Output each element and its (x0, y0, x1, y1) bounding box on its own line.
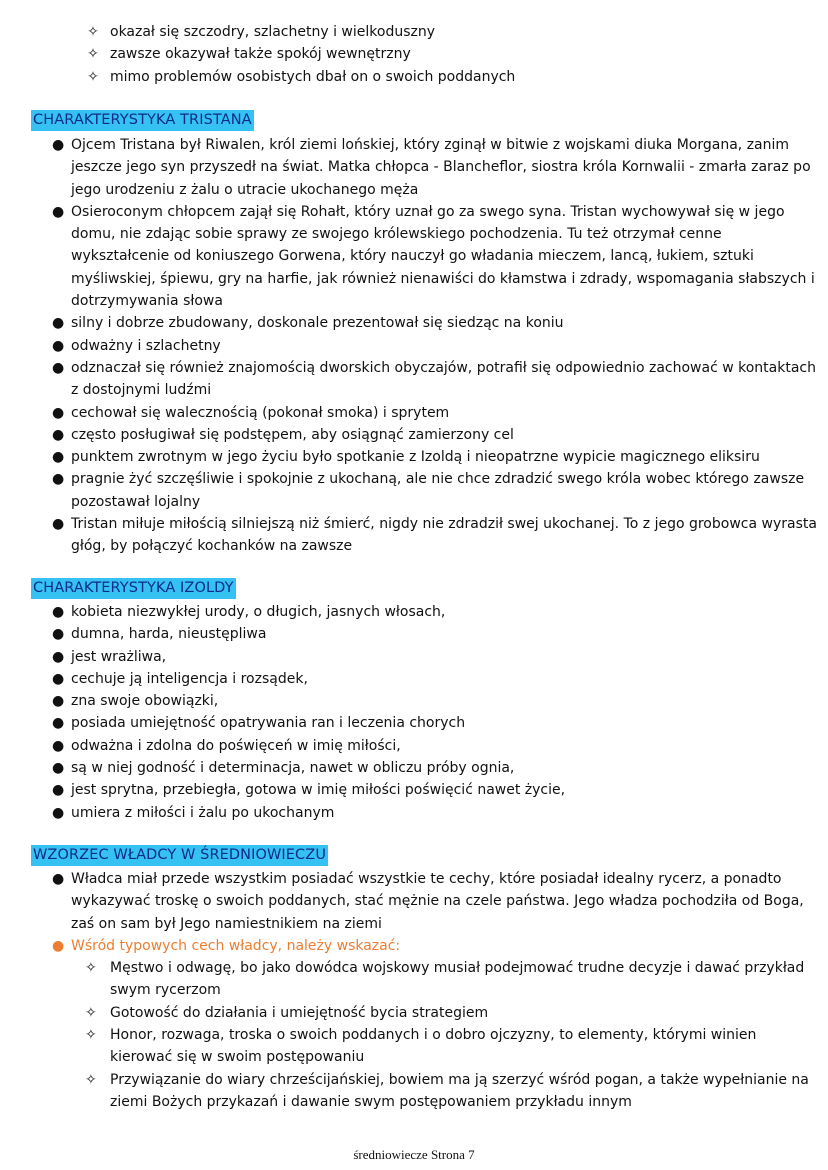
bullet-icon: ● (52, 426, 65, 443)
bullet-icon: ● (52, 737, 65, 754)
list-item: ● odznaczał się również znajomością dworskich obyczajów, potrafił się odpowiednio zachować w kontaktach z dostojnymi ludźmi (48, 357, 818, 402)
diamond-star-icon: ✧ (85, 1004, 97, 1021)
list-item: ● Osieroconym chłopcem zajął się Rohałt, który uznał go za swego syna. Tristan wychowywał się w jego domu, nie zdając sobie sprawy ze swojego królewskiego pochodzenia. Tu też otrzymał cenne wykształcenie od koniuszego Gorwena, który nauczył go władania mieczem, lancą, łukiem, sztuki myśliwskiej, śpiewu, gry na harfie, jak również nienawiści do kłamstwa i zdrady, wspomagania słabszych i dotrzymywania słowa (48, 201, 818, 312)
diamond-star-icon: ✧ (85, 1027, 97, 1044)
heading-izolda: CHARAKTERYSTYKA IZOLDY (31, 578, 236, 599)
list-item-highlighted: ● Wśród typowych cech władcy, należy wskazać: ✧ Męstwo i odwagę, bo jako dowódca wojskowy musiał podejmować trudne decyzje i dawać przykład swym rycerzom ✧ Gotowość do działania i umiejętność bycia strategiem ✧ Honor, rozwaga, troska o swoich poddanych i o dobro ojczyzny, to elementy, którymi winien kierować się w swoim postępowaniu ✧ Przywiązanie do wiary chrześcijańskiej, bowiem ma ją szerzyć wśród pogan, a także wypełnianie na ziemi Bożych przykazań i dawanie swym postępowaniem przykładu innym (48, 935, 818, 1113)
list-item: ● punktem zwrotnym w jego życiu było spotkanie z Izoldą i nieopatrzne wypicie magicznego eliksiru (48, 446, 818, 468)
list-item: ● jest wrażliwa, (48, 646, 818, 668)
bullet-icon: ● (52, 648, 65, 665)
page-footer: średniowiecze Strona 7 (353, 1147, 475, 1162)
bullet-icon: ● (52, 626, 65, 643)
diamond-star-icon: ✧ (85, 1071, 97, 1088)
traits-sublist (81, 957, 818, 1113)
list-item: ● odważna i zdolna do poświęceń w imię miłości, (48, 735, 818, 757)
bullet-icon: ● (52, 516, 65, 533)
bullet-icon: ● (52, 404, 65, 421)
list-item: ✧ zawsze okazywał także spokój wewnętrzny (84, 43, 804, 65)
bullet-icon: ● (52, 937, 65, 954)
izolda-list (48, 601, 818, 824)
tristan-list (48, 134, 818, 558)
bullet-icon: ● (52, 337, 65, 354)
list-item: ● posiada umiejętność opatrywania ran i leczenia chorych (48, 712, 818, 734)
list-item: ● cechował się walecznością (pokonał smoka) i sprytem (48, 402, 818, 424)
diamond-star-icon: ✧ (87, 46, 99, 63)
bullet-icon: ● (52, 804, 65, 821)
bullet-icon: ● (52, 760, 65, 777)
bullet-icon: ● (52, 449, 65, 466)
heading-tristan: CHARAKTERYSTYKA TRISTANA (31, 110, 254, 131)
bullet-icon: ● (52, 359, 65, 376)
list-item: ● dumna, harda, nieustępliwa (48, 623, 818, 645)
diamond-star-icon: ✧ (85, 960, 97, 977)
diamond-star-icon: ✧ (87, 24, 99, 40)
bullet-icon: ● (52, 315, 65, 332)
bullet-icon: ● (52, 782, 65, 799)
list-item: ● pragnie żyć szczęśliwie i spokojnie z ukochaną, ale nie chce zdradzić swego króla wobec którego zawsze pozostawał lojalny (48, 468, 818, 513)
sublist-item: ✧ Męstwo i odwagę, bo jako dowódca wojskowy musiał podejmować trudne decyzje i dawać przykład swym rycerzom (81, 957, 818, 1002)
sublist-item: ✧ Gotowość do działania i umiejętność bycia strategiem (81, 1002, 818, 1024)
sublist-item: ✧ Honor, rozwaga, troska o swoich poddanych i o dobro ojczyzny, to elementy, którymi winien kierować się w swoim postępowaniu (81, 1024, 818, 1069)
sublist-item: ✧ Przywiązanie do wiary chrześcijańskiej, bowiem ma ją szerzyć wśród pogan, a także wypełnianie na ziemi Bożych przykazań i dawanie swym postępowaniem przykładu innym (81, 1069, 818, 1114)
list-item: ✧ mimo problemów osobistych dbał on o swoich poddanych (84, 66, 804, 88)
diamond-star-icon: ✧ (87, 68, 99, 85)
list-item: ● jest sprytna, przebiegła, gotowa w imię miłości poświęcić nawet życie, (48, 779, 818, 801)
bullet-icon: ● (52, 693, 65, 710)
list-item: ● Ojcem Tristana był Riwalen, król ziemi lońskiej, który zginął w bitwie z wojskami diuka Morgana, zanim jeszcze jego syn przyszedł na świat. Matka chłopca - Blancheflor, siostra króla Kornwalii - zmarła zaraz po jego urodzeniu z żalu o utracie ukochanego męża (48, 134, 818, 201)
list-item: ✧ okazał się szczodry, szlachetny i wielkoduszny (84, 21, 804, 43)
bullet-icon: ● (52, 604, 65, 620)
list-item: ● odważny i szlachetny (48, 335, 818, 357)
bullet-icon: ● (52, 471, 65, 488)
bullet-icon: ● (52, 137, 65, 153)
list-item: ● Władca miał przede wszystkim posiadać wszystkie te cechy, które posiadał idealny rycerz, a ponadto wykazywać troskę o swoich poddanych, stać mężnie na czele państwa. Jego władza pochodziła od Boga, zaś on sam był Jego namiestnikiem na ziemi (48, 868, 818, 935)
list-item: ● kobieta niezwykłej urody, o długich, jasnych włosach, (48, 601, 818, 623)
list-item: ● zna swoje obowiązki, (48, 690, 818, 712)
list-item: ● są w niej godność i determinacja, nawet w obliczu próby ognia, (48, 757, 818, 779)
list-item: ● umiera z miłości i żalu po ukochanym (48, 802, 818, 824)
intro-list (84, 21, 804, 88)
bullet-icon: ● (52, 670, 65, 687)
bullet-icon: ● (52, 871, 65, 887)
list-item: ● silny i dobrze zbudowany, doskonale prezentował się siedząc na koniu (48, 312, 818, 334)
wzorzec-list (48, 868, 818, 1113)
bullet-icon: ● (52, 715, 65, 732)
list-item: ● cechuje ją inteligencja i rozsądek, (48, 668, 818, 690)
list-item: ● Tristan miłuje miłością silniejszą niż śmierć, nigdy nie zdradził swej ukochanej. To z jego grobowca wyrasta głóg, by połączyć kochanków na zawsze (48, 513, 818, 558)
list-item: ● często posługiwał się podstępem, aby osiągnąć zamierzony cel (48, 424, 818, 446)
bullet-icon: ● (52, 203, 65, 220)
heading-wzorzec: WZORZEC WŁADCY W ŚREDNIOWIECZU (31, 845, 328, 866)
